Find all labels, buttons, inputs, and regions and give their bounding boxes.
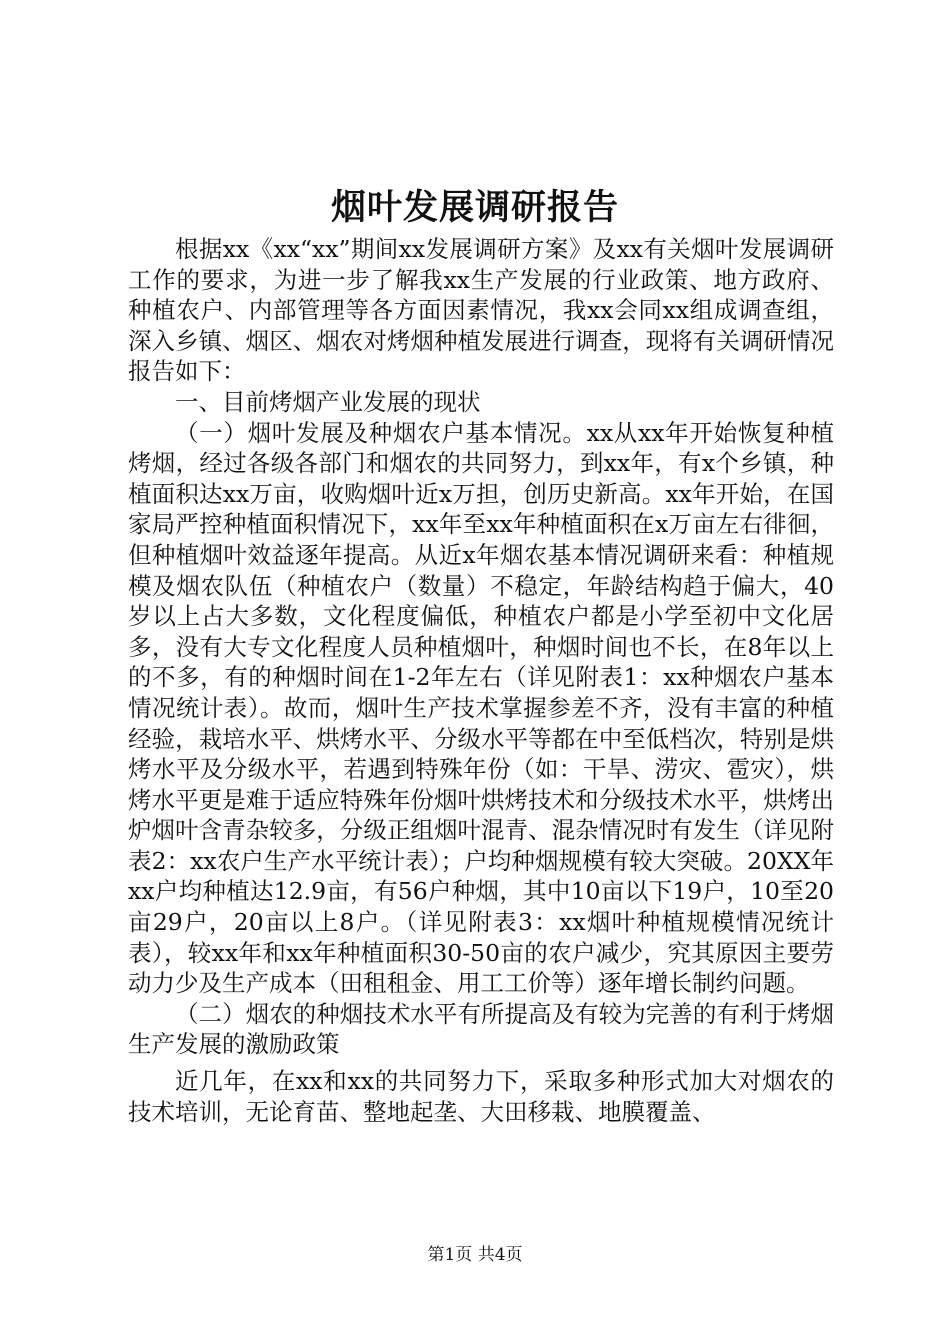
page-title: 烟叶发展调研报告	[330, 187, 619, 228]
paragraph-subsection-2-body: 近几年，在xx和xx的共同努力下，采取多种形式加大对烟农的技术培训，无论育苗、整地起垄、大田移栽、地膜覆盖、	[128, 1067, 834, 1126]
page-footer: 第1页 共4页	[427, 1245, 523, 1265]
paragraph-subsection-1: （一）烟叶发展及种烟农户基本情况。xx从xx年开始恢复种植烤烟，经过各级各部门和烟农的共同努力，到xx年，有x个乡镇，种植面积达xx万亩，收购烟叶近x万担，创历史新高。xx年开始，在国家局严控种植面积情况下，xx年至xx年种植面积在x万亩左右徘徊，但种植烟叶效益逐年提高。从近x年烟农基本情况调研来看：种植规模及烟农队伍（种植农户（数量）不稳定，年龄结构趋于偏大，40岁以上占大多数，文化程度偏低，种植农户都是小学至初中文化居多，没有大专文化程度人员种植烟叶，种烟时间也不长，在8年以上的不多，有的种烟时间在1-2年左右（详见附表1：xx种烟农户基本情况统计表）。故而，烟叶生产技术掌握参差不齐，没有丰富的种植经验，栽培水平、烘烤水平、分级水平等都在中至低档次，特别是烘烤水平及分级水平，若遇到特殊年份（如：干旱、涝灾、雹灾），烘烤水平更是难于适应特殊年份烟叶烘烤技术和分级技术水平，烘烤出炉烟叶含青杂较多，分级正组烟叶混青、混杂情况时有发生（详见附表2：xx农户生产水平统计表）；户均种烟规模有较大突破。20XX年xx户均种植达12.9亩，有56户种烟，其中10亩以下19户，10至20亩29户，20亩以上8户。（详见附表3：xx烟叶种植规模情况统计表），较xx年和xx年种植面积30-50亩的农户减少，究其原因主要劳动力少及生产成本（田租租金、用工工价等）逐年增长制约问题。	[128, 418, 834, 998]
document-body	[128, 234, 834, 1127]
paragraph-subsection-2-heading: （二）烟农的种烟技术水平有所提高及有较为完善的有利于烤烟生产发展的激励政策	[128, 999, 834, 1059]
paragraph-intro: 根据xx《xx“xx”期间xx发展调研方案》及xx有关烟叶发展调研工作的要求，为进一步了解我xx生产发展的行业政策、地方政府、种植农户、内部管理等各方面因素情况，我xx会同xx组成调查组，深入乡镇、烟区、烟农对烤烟种植发展进行调查，现将有关调研情况报告如下：	[128, 235, 834, 386]
section-heading-1: 一、目前烤烟产业发展的现状	[175, 387, 481, 416]
